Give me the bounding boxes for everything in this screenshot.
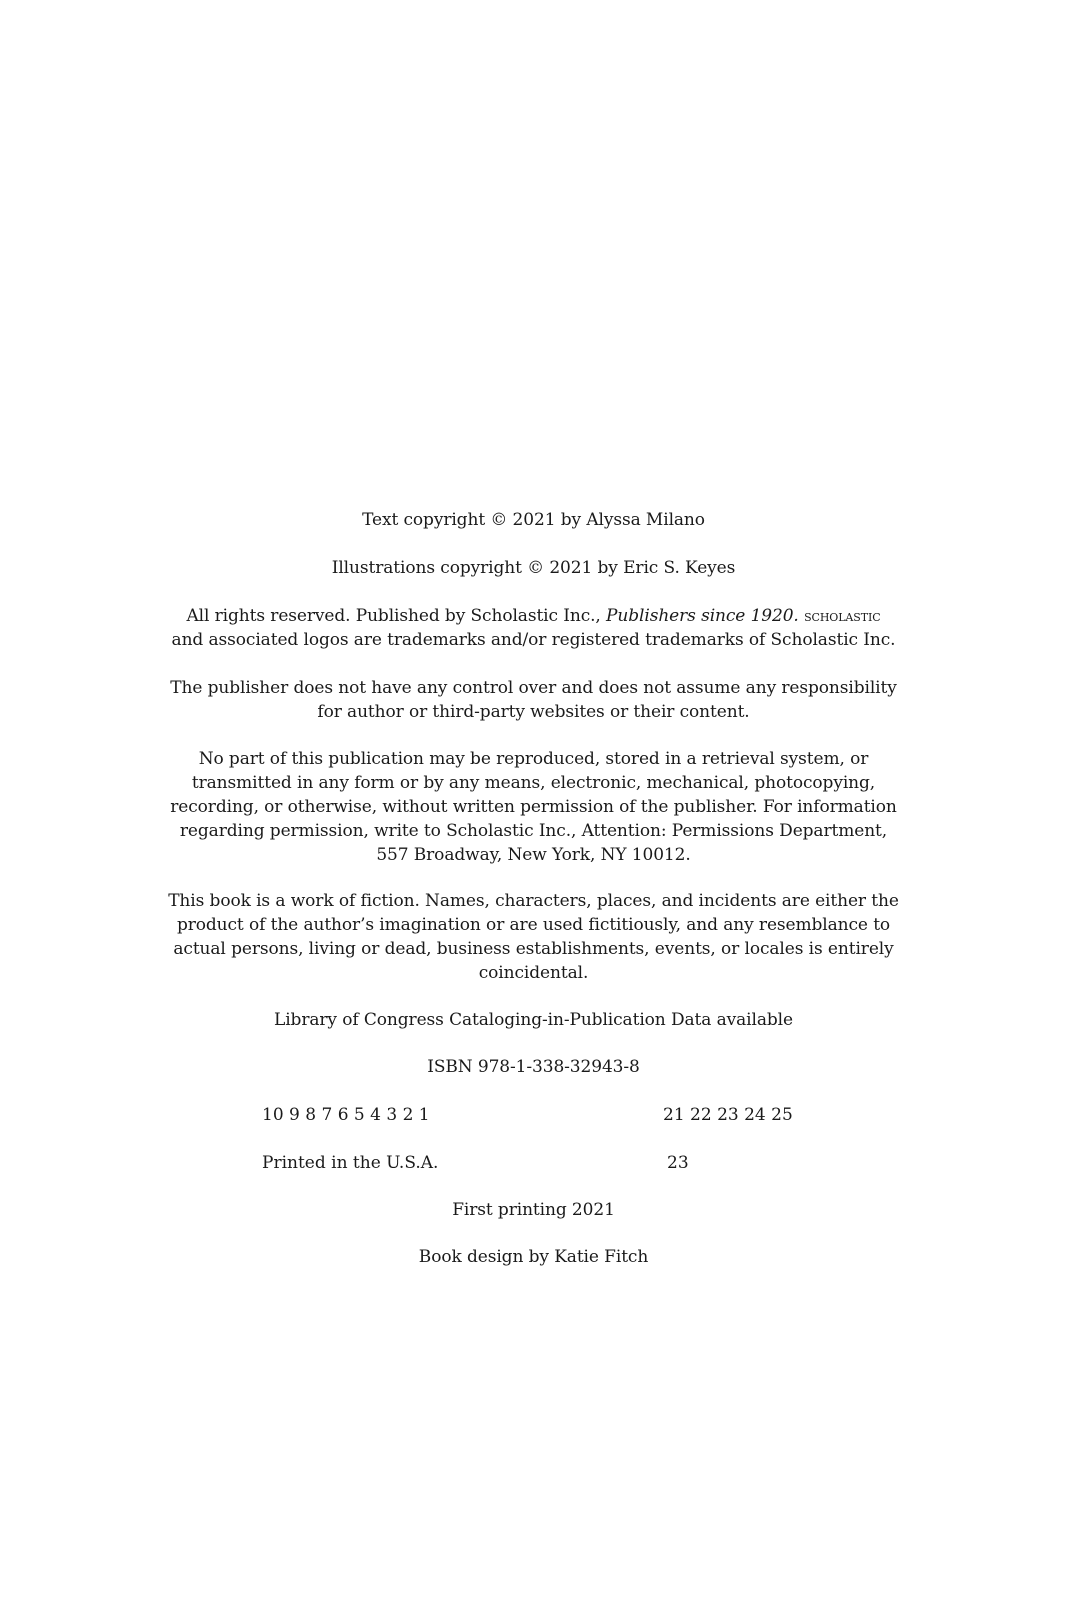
illustrations-copyright — [150, 556, 917, 580]
reproduction-line-4: regarding permission, write to Scholastic Inc., Attention: Permissions Department, — [179, 821, 888, 841]
reproduction-paragraph — [150, 747, 917, 867]
fiction-line-3: actual persons, living or dead, business establishments, events, or locales is entirely — [173, 939, 894, 959]
isbn-line: ISBN 978-1-338-32943-8 — [427, 1057, 640, 1077]
reproduction-line-2: transmitted in any form or by any means, electronic, mechanical, photocopying, — [191, 773, 876, 793]
rights-line-1-text: All rights reserved. Published by Scholastic Inc., — [186, 606, 607, 626]
first-printing-line: First printing 2021 — [452, 1200, 615, 1220]
cataloging-note — [150, 1008, 917, 1032]
rights-paragraph — [150, 604, 917, 652]
cataloging-line: Library of Congress Cataloging-in-Publication Data available — [274, 1010, 793, 1030]
disclaimer-line-1: The publisher does not have any control over and does not assume any responsibility — [170, 678, 897, 698]
publisher-disclaimer-paragraph — [150, 676, 917, 724]
design-credit — [150, 1245, 917, 1269]
printing-year-line: 21 22 23 24 25 — [663, 1105, 793, 1125]
rights-line-2: and associated logos are trademarks and/or registered trademarks of Scholastic Inc. — [171, 630, 896, 650]
rights-line-1 — [150, 604, 917, 628]
disclaimer-line-2: for author or third-party websites or their content. — [317, 702, 750, 722]
publishers-since-text: Publishers since 1920. — [606, 606, 799, 626]
design-credit-line: Book design by Katie Fitch — [418, 1247, 649, 1267]
reproduction-line-1: No part of this publication may be reproduced, stored in a retrieval system, or — [198, 749, 869, 769]
first-printing — [150, 1198, 917, 1222]
text-copyright — [150, 508, 917, 532]
printer-code: 23 — [667, 1153, 689, 1173]
fiction-line-1: This book is a work of fiction. Names, characters, places, and incidents are either the — [168, 891, 899, 911]
text-copyright-line: Text copyright © 2021 by Alyssa Milano — [362, 510, 705, 530]
printing-number-line: 10 9 8 7 6 5 4 3 2 1 — [262, 1105, 430, 1125]
reproduction-line-3: recording, or otherwise, without written permission of the publisher. For information — [170, 797, 897, 817]
fiction-paragraph — [150, 889, 917, 985]
printed-in-country: Printed in the U.S.A. — [262, 1153, 439, 1173]
isbn — [150, 1055, 917, 1079]
reproduction-line-5: 557 Broadway, New York, NY 10012. — [376, 845, 691, 865]
scholastic-smallcaps: scholastic — [804, 607, 881, 625]
fiction-line-4: coincidental. — [478, 963, 589, 983]
illustrations-copyright-line: Illustrations copyright © 2021 by Eric S. Keyes — [331, 558, 736, 578]
fiction-line-2: product of the author’s imagination or are used fictitiously, and any resemblance to — [176, 915, 891, 935]
